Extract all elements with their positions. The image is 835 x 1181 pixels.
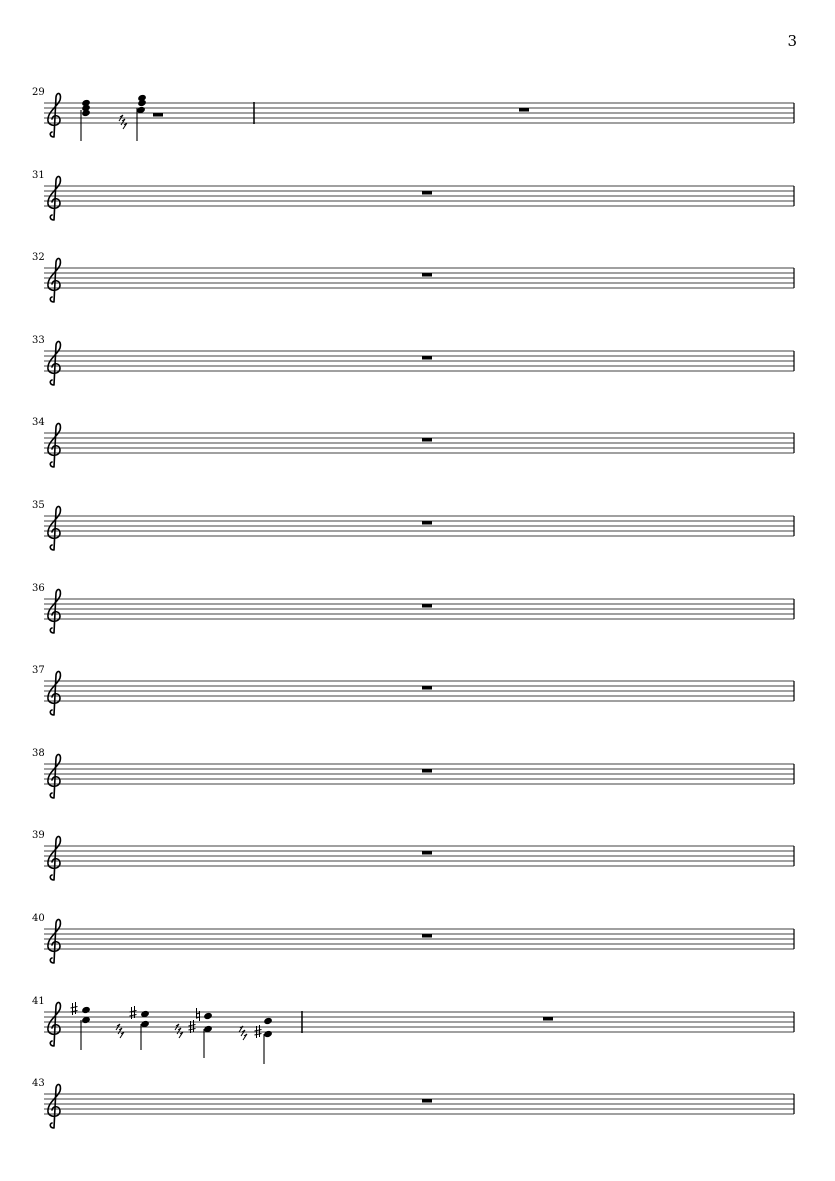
treble-clef-icon xyxy=(48,424,61,468)
staff-system xyxy=(0,334,835,409)
short-rests-icon xyxy=(239,1026,247,1040)
measure-number: 37 xyxy=(32,665,45,677)
staff xyxy=(0,91,835,161)
treble-clef-icon xyxy=(48,919,61,963)
whole-rest xyxy=(422,769,432,773)
treble-clef-icon xyxy=(48,93,61,137)
whole-rest xyxy=(422,273,432,277)
measure-number: 35 xyxy=(32,500,45,511)
staff-system xyxy=(0,830,835,904)
staff xyxy=(0,339,835,409)
note-head xyxy=(203,1011,213,1019)
note-head xyxy=(263,1029,273,1037)
treble-clef-icon xyxy=(48,1085,61,1129)
note-head xyxy=(263,1016,273,1024)
treble-clef-icon xyxy=(48,672,61,716)
staff-system xyxy=(0,913,835,987)
treble-clef-icon xyxy=(48,259,61,303)
whole-rest xyxy=(422,934,432,938)
treble-clef-icon xyxy=(48,754,61,798)
staff xyxy=(0,587,835,657)
staff xyxy=(0,669,835,739)
natural-icon xyxy=(197,1008,200,1021)
whole-rest xyxy=(422,1099,432,1103)
staff-system xyxy=(0,169,835,244)
whole-rest xyxy=(422,191,432,195)
staff-system xyxy=(0,1078,835,1152)
whole-rest xyxy=(519,108,529,112)
measure-number: 36 xyxy=(32,582,45,594)
short-rests-icon xyxy=(116,1024,124,1038)
staff xyxy=(0,752,835,822)
whole-rest xyxy=(422,521,432,525)
measure-number: 38 xyxy=(32,747,45,759)
measure-number: 39 xyxy=(32,830,45,842)
whole-rest xyxy=(422,438,432,442)
staff xyxy=(0,421,835,491)
treble-clef-icon xyxy=(48,1002,61,1046)
treble-clef-icon xyxy=(48,506,61,550)
treble-clef-icon xyxy=(48,176,61,220)
staff xyxy=(0,917,835,987)
staff xyxy=(0,174,835,244)
staff-system xyxy=(0,500,835,574)
measure-number: 34 xyxy=(32,417,45,429)
whole-rest xyxy=(422,356,432,360)
whole-rest xyxy=(422,604,432,608)
staff-system xyxy=(0,747,835,822)
whole-rest xyxy=(422,686,432,690)
staff-system xyxy=(0,252,835,326)
staff-system xyxy=(0,995,835,1070)
whole-rest xyxy=(153,113,163,117)
whole-rest xyxy=(422,851,432,855)
page-number: 3 xyxy=(787,32,797,50)
measure-number: 41 xyxy=(32,995,45,1007)
staff xyxy=(0,834,835,904)
staff xyxy=(0,504,835,574)
sharp-icon xyxy=(71,1002,78,1015)
measure-number: 43 xyxy=(32,1078,45,1090)
short-rests-icon xyxy=(175,1024,183,1038)
measure-number: 29 xyxy=(32,87,45,98)
staff xyxy=(0,256,835,326)
measure-number: 31 xyxy=(32,169,45,181)
treble-clef-icon xyxy=(48,589,61,633)
staff-system xyxy=(0,417,835,491)
staff-system xyxy=(0,582,835,657)
staff-system xyxy=(0,665,835,739)
measure-number: 32 xyxy=(32,252,45,264)
measure-number: 33 xyxy=(32,334,45,346)
treble-clef-icon xyxy=(48,837,61,881)
treble-clef-icon xyxy=(48,341,61,385)
note-head xyxy=(81,1005,91,1013)
short-rests-icon xyxy=(119,115,127,129)
staff-system xyxy=(0,87,835,161)
staff xyxy=(0,1000,835,1070)
measure-number: 40 xyxy=(32,913,45,924)
staff xyxy=(0,1082,835,1152)
whole-rest xyxy=(543,1017,553,1021)
